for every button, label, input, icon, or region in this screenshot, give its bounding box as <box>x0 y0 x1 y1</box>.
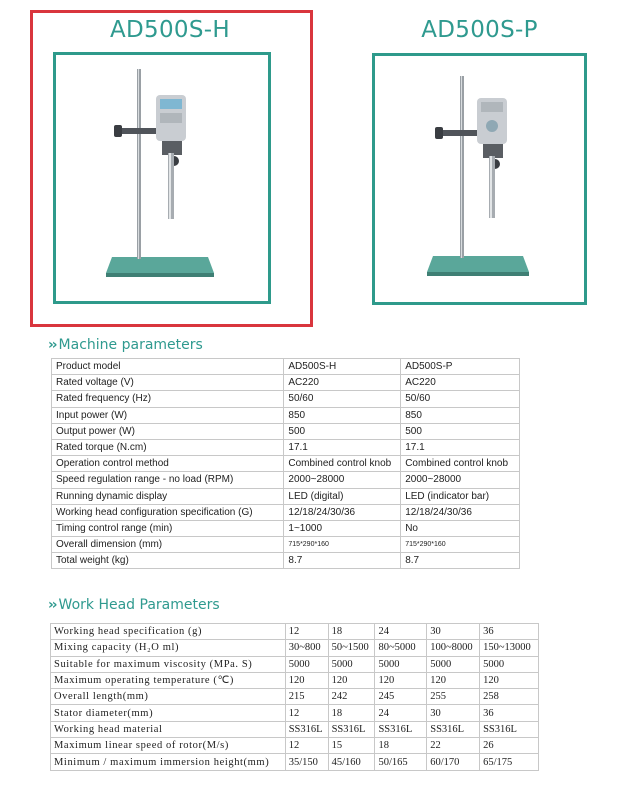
work-head-parameter-value: SS316L <box>427 721 480 737</box>
work-head-parameter-value: 5000 <box>285 656 328 672</box>
work-head-parameter-label: Maximum linear speed of rotor(M/s) <box>51 738 286 754</box>
work-head-parameter-value: 26 <box>480 738 539 754</box>
work-head-parameter-label: Stator diameter(mm) <box>51 705 286 721</box>
work-head-parameter-value: 215 <box>285 689 328 705</box>
work-head-parameter-value: 5000 <box>427 656 480 672</box>
work-head-parameter-value: 80~5000 <box>375 640 427 656</box>
parameter-label: Product model <box>52 359 284 375</box>
parameter-value: LED (digital) <box>284 488 401 504</box>
double-chevron-icon: ›› <box>48 337 56 353</box>
parameter-label: Rated frequency (Hz) <box>52 391 284 407</box>
work-head-parameter-value: 120 <box>480 672 539 688</box>
work-head-parameter-value: SS316L <box>285 721 328 737</box>
work-head-table-row <box>51 705 539 721</box>
parameter-label: Rated torque (N.cm) <box>52 439 284 455</box>
work-head-parameter-value: 12 <box>285 624 328 640</box>
parameter-label: Rated voltage (V) <box>52 375 284 391</box>
work-head-parameter-value: 245 <box>375 689 427 705</box>
work-head-parameter-value: 50/165 <box>375 754 427 770</box>
machine-table-row <box>52 488 520 504</box>
work-head-parameter-value: 100~8000 <box>427 640 480 656</box>
work-head-table-row <box>51 689 539 705</box>
work-head-parameters-table <box>50 623 539 771</box>
work-head-parameter-value: 258 <box>480 689 539 705</box>
parameter-label: Operation control method <box>52 456 284 472</box>
parameter-value: Combined control knob <box>401 456 520 472</box>
work-head-parameter-value: 120 <box>328 672 375 688</box>
work-head-parameter-value: 24 <box>375 624 427 640</box>
machine-parameters-heading <box>48 337 203 353</box>
work-head-parameter-value: SS316L <box>480 721 539 737</box>
parameter-label: Working head configuration specification (G) <box>52 504 284 520</box>
work-head-parameter-label: Mixing capacity (H₂O ml) <box>51 640 286 656</box>
work-head-parameters-title: Work Head Parameters <box>58 597 220 613</box>
parameter-label: Speed regulation range - no load (RPM) <box>52 472 284 488</box>
work-head-table-row <box>51 624 539 640</box>
work-head-parameter-label: Minimum / maximum immersion height(mm) <box>51 754 286 770</box>
machine-table-row <box>52 456 520 472</box>
machine-table-row <box>52 537 520 553</box>
parameter-label: Running dynamic display <box>52 488 284 504</box>
parameter-value: 12/18/24/30/36 <box>401 504 520 520</box>
parameter-label: Timing control range (min) <box>52 520 284 536</box>
parameter-value: 50/60 <box>284 391 401 407</box>
work-head-table-row <box>51 656 539 672</box>
parameter-value: LED (indicator bar) <box>401 488 520 504</box>
parameter-value: AC220 <box>401 375 520 391</box>
parameter-value: Combined control knob <box>284 456 401 472</box>
machine-parameters-title: Machine parameters <box>58 337 203 353</box>
parameter-value: No <box>401 520 520 536</box>
work-head-parameter-value: 12 <box>285 705 328 721</box>
parameter-value: 50/60 <box>401 391 520 407</box>
parameter-value: AC220 <box>284 375 401 391</box>
machine-table-row <box>52 391 520 407</box>
work-head-table-row <box>51 721 539 737</box>
machine-parameters-table <box>51 358 520 569</box>
machine-table-row <box>52 375 520 391</box>
work-head-parameter-value: 12 <box>285 738 328 754</box>
machine-table-row <box>52 472 520 488</box>
parameter-value: 17.1 <box>284 439 401 455</box>
parameter-value: 8.7 <box>284 553 401 569</box>
parameter-label: Total weight (kg) <box>52 553 284 569</box>
parameter-value: 500 <box>401 423 520 439</box>
work-head-parameter-value: 150~13000 <box>480 640 539 656</box>
product-title-h: AD500S-H <box>110 17 230 43</box>
work-head-parameter-value: 50~1500 <box>328 640 375 656</box>
work-head-parameter-value: 5000 <box>328 656 375 672</box>
parameter-value: 850 <box>284 407 401 423</box>
parameter-label: Input power (W) <box>52 407 284 423</box>
work-head-parameter-value: 120 <box>375 672 427 688</box>
parameter-value: 12/18/24/30/36 <box>284 504 401 520</box>
work-head-parameter-value: 15 <box>328 738 375 754</box>
parameter-value: 1~1000 <box>284 520 401 536</box>
work-head-parameter-value: 18 <box>328 705 375 721</box>
work-head-table-row <box>51 672 539 688</box>
work-head-parameters-heading <box>48 597 220 613</box>
parameter-value: AD500S-H <box>284 359 401 375</box>
work-head-table-row <box>51 640 539 656</box>
double-chevron-icon: ›› <box>48 597 56 613</box>
machine-table-row <box>52 439 520 455</box>
machine-table-row <box>52 504 520 520</box>
work-head-parameter-label: Working head specification (g) <box>51 624 286 640</box>
parameter-value: 850 <box>401 407 520 423</box>
work-head-parameter-label: Suitable for maximum viscosity (MPa. S) <box>51 656 286 672</box>
parameter-value: 500 <box>284 423 401 439</box>
product-image-frame-h <box>53 52 271 304</box>
work-head-parameter-value: 24 <box>375 705 427 721</box>
work-head-parameter-value: SS316L <box>375 721 427 737</box>
work-head-parameter-value: 45/160 <box>328 754 375 770</box>
work-head-parameter-value: 36 <box>480 705 539 721</box>
parameter-value: 17.1 <box>401 439 520 455</box>
work-head-parameter-label: Maximum operating temperature (℃) <box>51 672 286 688</box>
machine-table-row <box>52 359 520 375</box>
parameter-value: 715*290*160 <box>284 537 401 553</box>
product-title-p: AD500S-P <box>421 17 538 43</box>
machine-table-row <box>52 520 520 536</box>
parameter-value: 715*290*160 <box>401 537 520 553</box>
stirrer-h-image <box>56 55 268 301</box>
stirrer-p-image <box>375 56 584 302</box>
work-head-parameter-value: 18 <box>328 624 375 640</box>
work-head-parameter-value: SS316L <box>328 721 375 737</box>
work-head-parameter-value: 120 <box>285 672 328 688</box>
parameter-value: AD500S-P <box>401 359 520 375</box>
machine-table-row <box>52 553 520 569</box>
work-head-parameter-value: 35/150 <box>285 754 328 770</box>
machine-table-row <box>52 423 520 439</box>
work-head-parameter-value: 5000 <box>375 656 427 672</box>
work-head-parameter-value: 30 <box>427 624 480 640</box>
work-head-parameter-value: 5000 <box>480 656 539 672</box>
parameter-value: 2000~28000 <box>284 472 401 488</box>
work-head-parameter-value: 36 <box>480 624 539 640</box>
work-head-table-row <box>51 738 539 754</box>
parameter-value: 8.7 <box>401 553 520 569</box>
work-head-parameter-value: 18 <box>375 738 427 754</box>
machine-table-row <box>52 407 520 423</box>
parameter-value: 2000~28000 <box>401 472 520 488</box>
work-head-parameter-value: 60/170 <box>427 754 480 770</box>
product-image-frame-p[interactable] <box>372 53 587 305</box>
work-head-parameter-value: 120 <box>427 672 480 688</box>
work-head-parameter-value: 255 <box>427 689 480 705</box>
work-head-parameter-value: 65/175 <box>480 754 539 770</box>
work-head-table-row <box>51 754 539 770</box>
work-head-parameter-value: 22 <box>427 738 480 754</box>
parameter-label: Output power (W) <box>52 423 284 439</box>
work-head-parameter-label: Working head material <box>51 721 286 737</box>
parameter-label: Overall dimension (mm) <box>52 537 284 553</box>
work-head-parameter-value: 242 <box>328 689 375 705</box>
work-head-parameter-value: 30~800 <box>285 640 328 656</box>
work-head-parameter-value: 30 <box>427 705 480 721</box>
work-head-parameter-label: Overall length(mm) <box>51 689 286 705</box>
